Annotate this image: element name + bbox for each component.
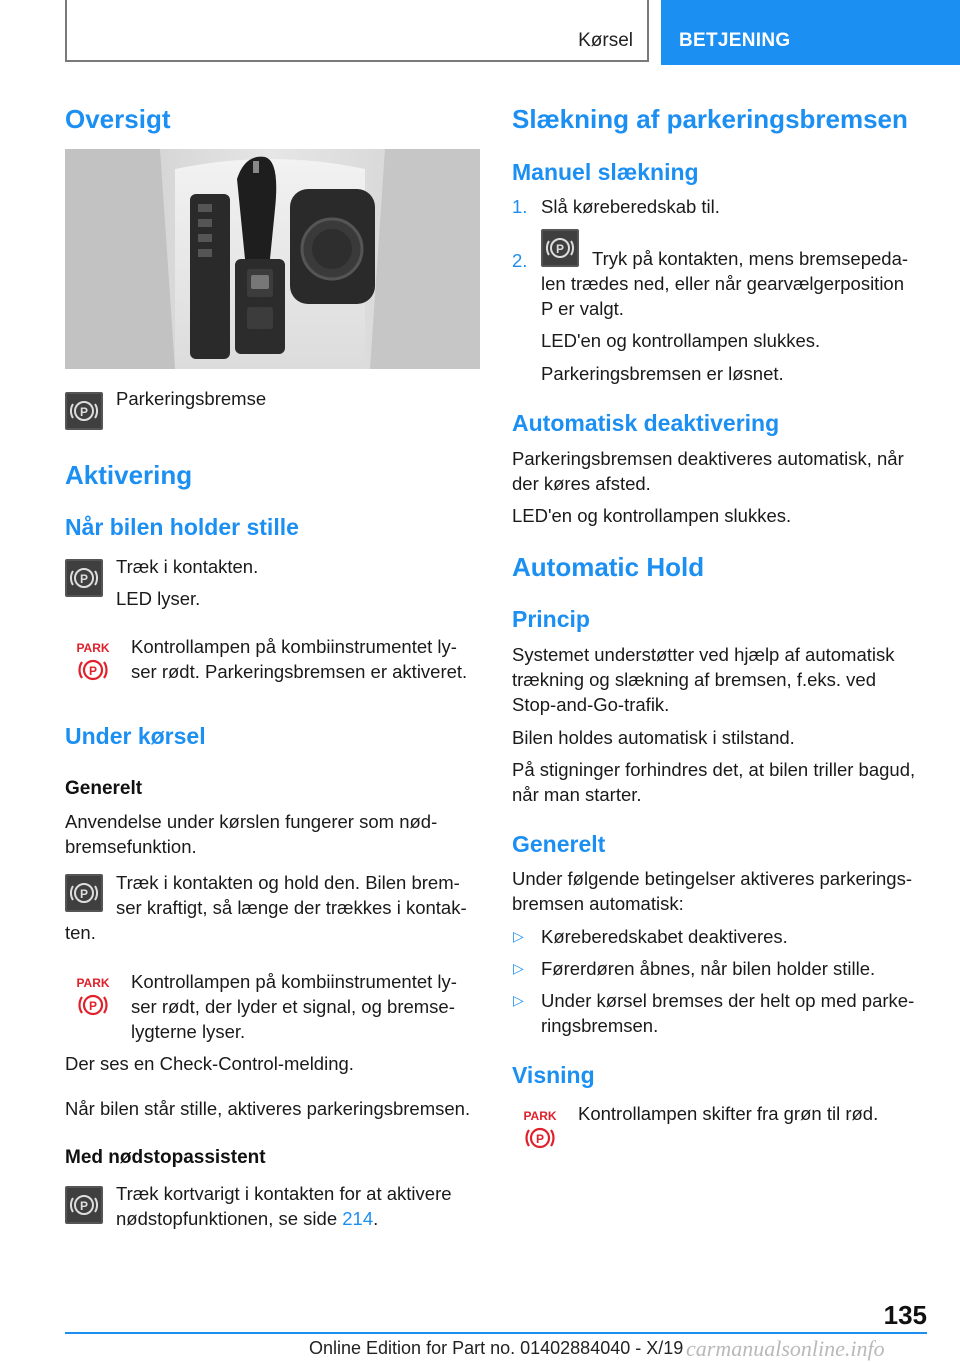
header-chapter-label: BETJENING (679, 30, 791, 51)
footer-watermark[interactable]: carmanualsonline.info (686, 1336, 885, 1361)
bullet1-text: Køreberedskabet deaktiveres. (541, 926, 788, 947)
princip-line1: Systemet understøtter ved hjælp af automatisk (512, 644, 895, 665)
page-number: 135 (883, 1300, 927, 1330)
pull-hold-line2: ser kraftigt, så længe der trækkes i kontak- (116, 897, 467, 918)
footer-edition: Online Edition for Part no. 01402884040 - X/19 (309, 1338, 684, 1358)
parking-brake-switch-icon (65, 392, 103, 430)
park-warning-icon (73, 975, 113, 1019)
hold-standstill-text: Bilen holdes automatisk i stilstand. (512, 727, 795, 748)
emergency-line2-end: . (373, 1208, 379, 1229)
center-console-photo (65, 149, 480, 369)
step2-released-text: Parkeringsbremsen er løsnet. (541, 363, 784, 384)
parking-brake-switch-icon (65, 1186, 103, 1224)
parking-brake-switch-icon (65, 874, 103, 912)
emergency-line2-text: nødstopfunktionen, se side (116, 1208, 343, 1229)
step-number: 1. (512, 196, 528, 217)
slope-line1: På stigninger forhindres det, at bilen triller bagud, (512, 759, 916, 780)
princip-line2: trækning og slækning af bremsen, f.eks. ved (512, 669, 877, 690)
auto-deact-led: LED'en og kontrollampen slukkes. (512, 505, 792, 526)
pull-switch-text: Træk i kontakten. (116, 556, 259, 577)
princip-line3: Stop-and-Go-trafik. (512, 694, 670, 715)
conditions-line2: bremsen automatisk: (512, 893, 684, 914)
svg-text:P: P (88, 999, 98, 1013)
svg-text:P: P (79, 887, 89, 901)
lamp-signal-line3: lygterne lyser. (131, 1021, 246, 1042)
generelt-subheading: Generelt (65, 778, 143, 799)
pull-hold-line1: Træk i kontakten og hold den. Bilen brem- (116, 872, 460, 893)
park-warning-icon (520, 1108, 560, 1152)
automatic-hold-heading: Automatic Hold (512, 552, 705, 582)
emergency-line1: Træk kortvarigt i kontakten for at aktivere (116, 1183, 452, 1204)
under-koersel-heading: Under kørsel (65, 723, 206, 749)
svg-text:P: P (555, 242, 565, 256)
svg-text:P: P (79, 1199, 89, 1213)
footer-divider (65, 1332, 927, 1334)
visning-heading: Visning (512, 1062, 595, 1088)
emergency-subheading: Med nødstopassistent (65, 1147, 266, 1168)
header-chapter-tab[interactable] (661, 0, 960, 65)
conditions-line1: Under følgende betingelser aktiveres parkerings- (512, 868, 913, 889)
release-heading: Slækning af parkeringsbremsen (512, 104, 908, 134)
princip-heading: Princip (512, 606, 590, 632)
use-text-line1: Anvendelse under kørslen fungerer som nød- (65, 811, 438, 832)
header-box (65, 0, 649, 62)
oversigt-heading: Oversigt (65, 104, 171, 134)
auto-deact-line2: der køres afsted. (512, 473, 651, 494)
manual-release-heading: Manuel slækning (512, 159, 699, 185)
svg-text:P: P (79, 572, 89, 586)
header-section-title: Kørsel (578, 30, 633, 51)
lamp-signal-line2: ser rødt, der lyder et signal, og bremse- (131, 996, 455, 1017)
svg-text:P: P (88, 664, 98, 678)
svg-text:P: P (79, 405, 89, 419)
slope-line2: når man starter. (512, 784, 642, 805)
auto-deact-line1: Parkeringsbremsen deaktiveres automatisk, når (512, 448, 904, 469)
parking-brake-switch-icon (65, 559, 103, 597)
check-control-text: Der ses en Check-Control-melding. (65, 1053, 354, 1074)
use-text-line2: bremsefunktion. (65, 836, 197, 857)
svg-text:PARK: PARK (523, 1109, 557, 1123)
park-lamp-red-line1: Kontrollampen på kombiinstrumentet ly- (131, 636, 457, 657)
step2-line3: P er valgt. (541, 298, 624, 319)
aktivering-heading: Aktivering (65, 460, 193, 490)
svg-text:PARK: PARK (76, 641, 110, 655)
bullet-triangle-icon: ▷ (513, 928, 524, 944)
svg-text:P: P (535, 1132, 545, 1146)
bullet-triangle-icon: ▷ (513, 992, 524, 1008)
bullet2-text: Førerdøren åbnes, når bilen holder stille. (541, 958, 876, 979)
standstill-text: Når bilen står stille, aktiveres parkeringsbremsen. (65, 1098, 471, 1119)
parking-brake-switch-icon (541, 229, 579, 267)
photo-caption: Parkeringsbremse (116, 388, 267, 409)
page-ref-link[interactable]: 214 (342, 1208, 374, 1229)
generelt-heading: Generelt (512, 831, 606, 857)
step1-text: Slå køreberedskab til. (541, 196, 720, 217)
bullet3-line2: ringsbremsen. (541, 1015, 659, 1036)
step-number: 2. (512, 250, 528, 271)
pull-hold-line3: ten. (65, 922, 96, 943)
led-on-text: LED lyser. (116, 588, 201, 609)
step2-line2: len trædes ned, eller når gearvælgerposition (541, 273, 905, 294)
bullet-triangle-icon: ▷ (513, 960, 524, 976)
park-lamp-red-line2: ser rødt. Parkeringsbremsen er aktiveret. (131, 661, 468, 682)
park-warning-icon (73, 640, 113, 684)
visning-text: Kontrollampen skifter fra grøn til rød. (578, 1103, 879, 1124)
svg-text:PARK: PARK (76, 976, 110, 990)
lamp-signal-line1: Kontrollampen på kombiinstrumentet ly- (131, 971, 457, 992)
bullet3-line1: Under kørsel bremses der helt op med parke- (541, 990, 915, 1011)
step2-line1: Tryk på kontakten, mens bremsepeda- (592, 248, 909, 269)
emergency-line2 (116, 1206, 378, 1231)
step2-led-text: LED'en og kontrollampen slukkes. (541, 330, 821, 351)
auto-deactivation-heading: Automatisk deaktivering (512, 410, 780, 436)
naar-stille-heading: Når bilen holder stille (65, 514, 299, 540)
